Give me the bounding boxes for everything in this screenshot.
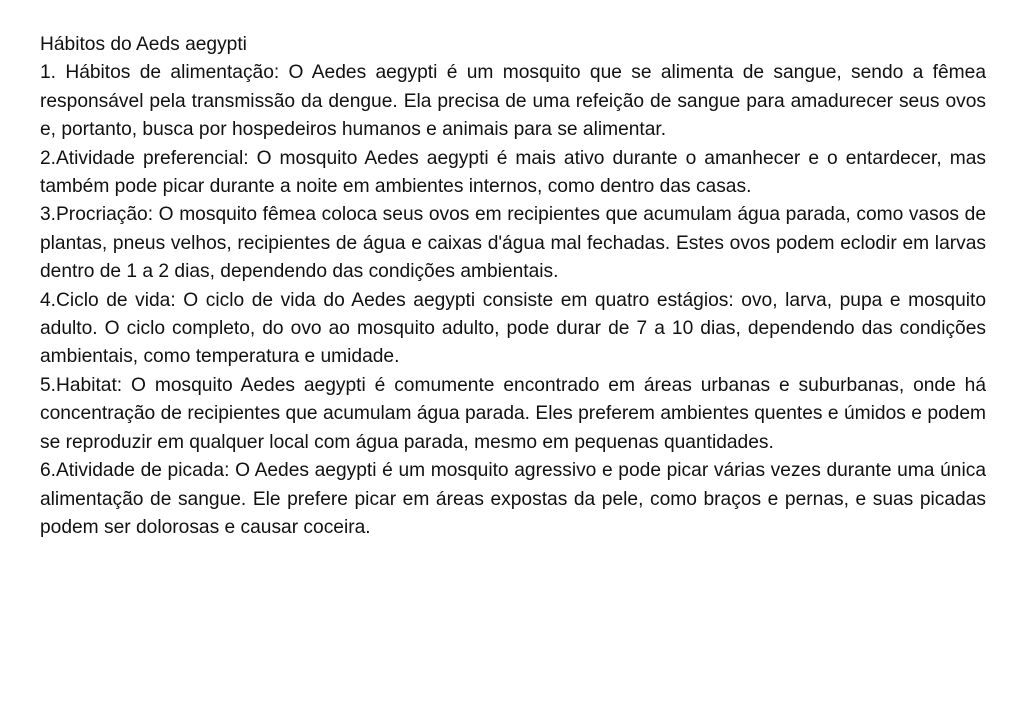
- paragraph-preferred-activity: 2.Atividade preferencial: O mosquito Aedes aegypti é mais ativo durante o amanhecer e o entardecer, mas também pode picar durante a noite em ambientes internos, como dentro das casas.: [40, 147, 986, 198]
- paragraph-life-cycle: 4.Ciclo de vida: O ciclo de vida do Aedes aegypti consiste em quatro estágios: ovo, larva, pupa e mosquito adulto. O ciclo completo, do ovo ao mosquito adulto, pode durar de 7 a 10 dias, dependendo das condições ambientais, como temperatura e umidade.: [40, 289, 986, 368]
- paragraph-habitat: 5.Habitat: O mosquito Aedes aegypti é comumente encontrado em áreas urbanas e suburbanas, onde há concentração de recipientes que acumulam água parada. Eles preferem ambientes quentes e úmidos e podem se reproduzir em qualquer local com água parada, mesmo em pequenas quantidades.: [40, 374, 986, 453]
- document-title: Hábitos do Aeds aegypti: [40, 34, 247, 55]
- paragraph-biting-activity: 6.Atividade de picada: O Aedes aegypti é um mosquito agressivo e pode picar várias vezes durante uma única alimentação de sangue. Ele prefere picar em áreas expostas da pele, como braços e pernas, e suas picadas podem ser dolorosas e causar coceira.: [40, 460, 986, 538]
- document-body: [40, 31, 986, 542]
- paragraph-breeding: 3.Procriação: O mosquito fêmea coloca seus ovos em recipientes que acumulam água parada, como vasos de plantas, pneus velhos, recipientes de água e caixas d'água mal fechadas. Estes ovos podem eclodir em larvas dentro de 1 a 2 dias, dependendo das condições ambientais.: [40, 204, 986, 283]
- paragraph-feeding-habits: 1. Hábitos de alimentação: O Aedes aegypti é um mosquito que se alimenta de sangue, sendo a fêmea responsável pela transmissão da dengue. Ela precisa de uma refeição de sangue para amadurecer seus ovos e, portanto, busca por hospedeiros humanos e animais para se alimentar.: [40, 62, 986, 141]
